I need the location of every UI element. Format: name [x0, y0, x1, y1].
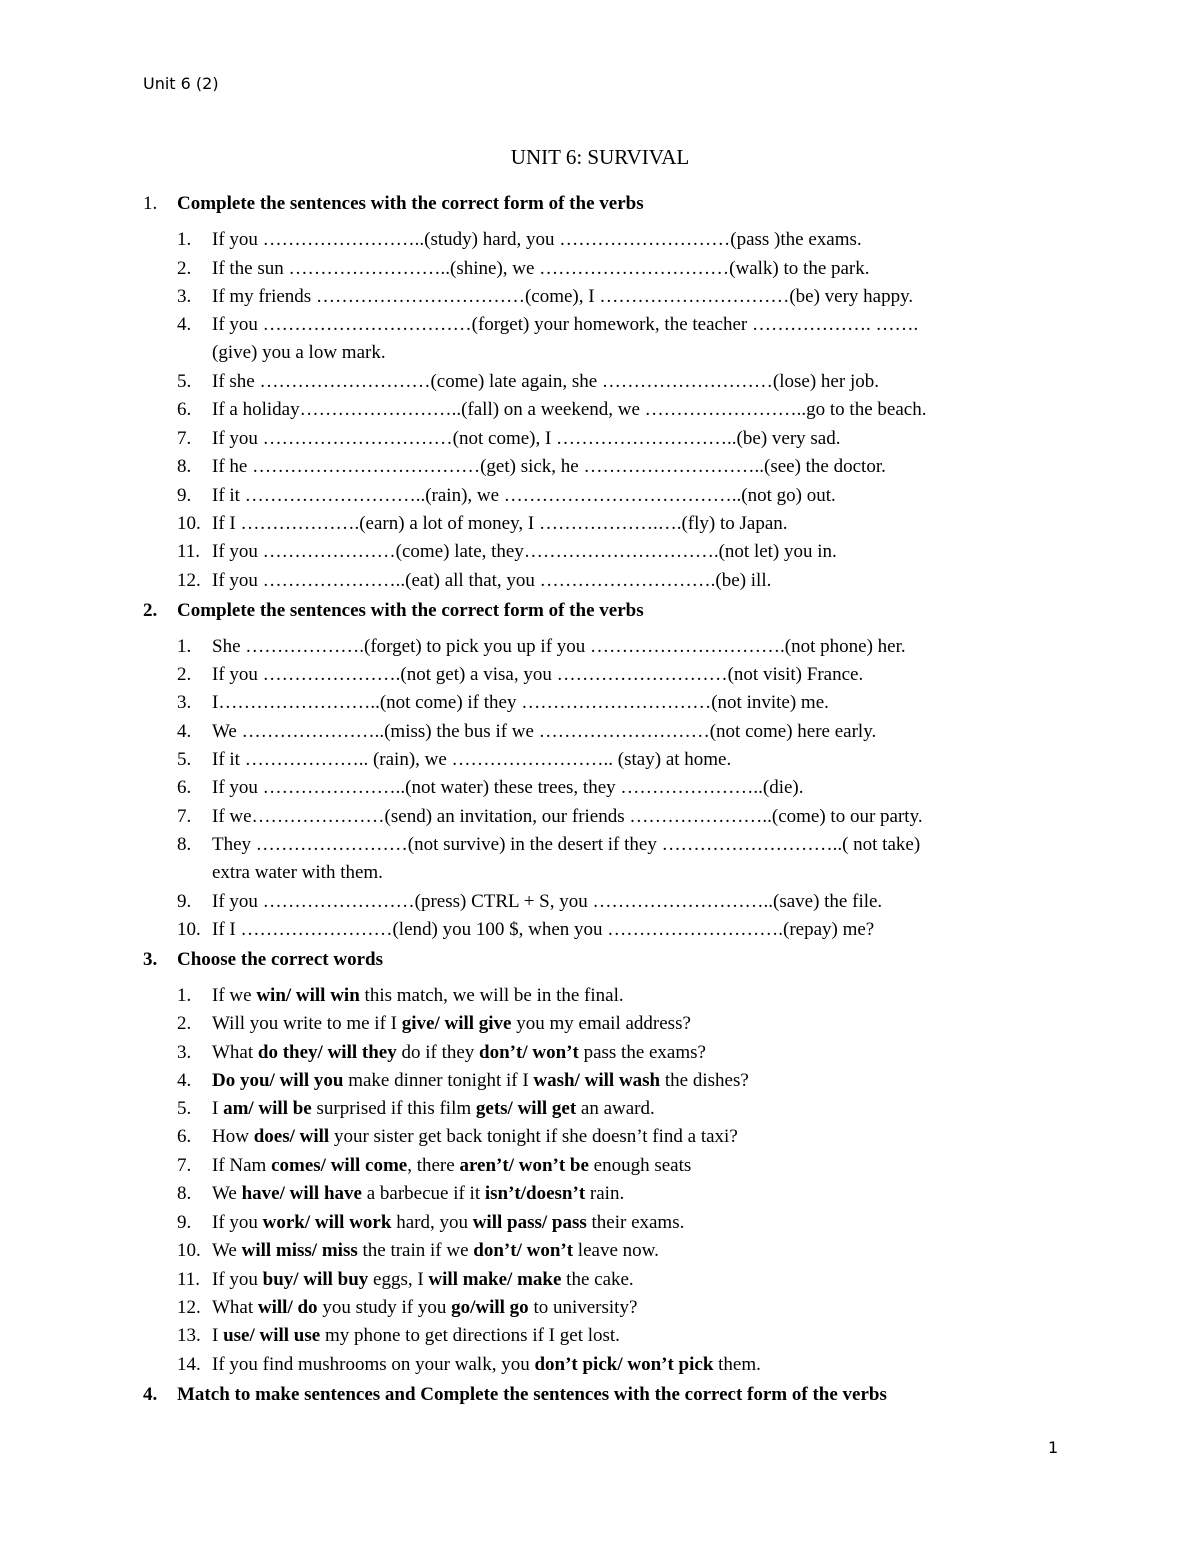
item-number: 10.	[177, 919, 201, 940]
item-number: 6.	[177, 1126, 192, 1147]
item-number: 11.	[177, 1269, 201, 1290]
exercise-item	[177, 718, 876, 746]
item-text: We will miss/ miss the train if we don’t/ won’t leave now.	[212, 1240, 659, 1261]
exercise-item	[177, 255, 870, 283]
exercise-item	[177, 831, 920, 887]
item-text: If you …………………………(not come), I ………………………..(be) very sad.	[212, 428, 841, 449]
item-text: If Nam comes/ will come, there aren’t/ won’t be enough seats	[212, 1155, 692, 1176]
item-text: If he ………………………………(get) sick, he ………………………..(see) the doctor.	[212, 456, 886, 477]
item-text: If my friends ……………………………(come), I …………………………(be) very happy.	[212, 286, 914, 307]
item-text: If you ……………………..(study) hard, you ………………………(pass )the exams.	[212, 229, 862, 250]
item-number: 3.	[177, 1042, 192, 1063]
item-text: If it ……………….. (rain), we …………………….. (stay) at home.	[212, 749, 732, 770]
item-text: If you …………………..(eat) all that, you ……………………….(be) ill.	[212, 570, 772, 591]
item-text: Will you write to me if I give/ will give you my email address?	[212, 1013, 691, 1034]
section-heading-text: Choose the correct words	[177, 949, 383, 970]
section-number: 2.	[143, 600, 158, 621]
item-text: If the sun ……………………..(shine), we …………………………(walk) to the park.	[212, 258, 870, 279]
exercise-item	[177, 1237, 659, 1265]
item-number: 11.	[177, 541, 201, 562]
exercise-item	[177, 283, 913, 311]
section-number: 1.	[143, 193, 158, 214]
item-number: 4.	[177, 314, 192, 335]
item-text: If you …………………(come) late, they………………………….(not let) you in.	[212, 541, 837, 562]
item-text: We …………………..(miss) the bus if we ………………………(not come) here early.	[212, 721, 877, 742]
exercise-item	[177, 888, 882, 916]
page-header: Unit 6 (2)	[143, 74, 219, 93]
item-number: 3.	[177, 692, 192, 713]
item-number: 1.	[177, 229, 192, 250]
item-text: If it ………………………..(rain), we ………………………………..(not go) out.	[212, 485, 836, 506]
item-text: How does/ will your sister get back tonight if she doesn’t find a taxi?	[212, 1126, 738, 1147]
exercise-item	[177, 510, 788, 538]
item-text: If you buy/ will buy eggs, I will make/ make the cake.	[212, 1269, 634, 1290]
exercise-item	[177, 1266, 634, 1294]
exercise-item	[177, 1294, 637, 1322]
item-text: If she ………………………(come) late again, she ………………………(lose) her job.	[212, 371, 879, 392]
item-number: 8.	[177, 1183, 192, 1204]
exercise-item	[177, 661, 863, 689]
section-heading-3	[143, 949, 383, 971]
exercise-item	[177, 1067, 749, 1095]
item-number: 8.	[177, 834, 192, 855]
item-number: 7.	[177, 1155, 192, 1176]
section-heading-4	[143, 1384, 887, 1406]
exercise-item	[177, 1123, 738, 1151]
item-number: 13.	[177, 1325, 201, 1346]
exercise-item	[177, 1152, 691, 1180]
item-text-continued: (give) you a low mark.	[212, 342, 386, 363]
exercise-item	[177, 803, 923, 831]
item-number: 9.	[177, 485, 192, 506]
section-heading-2	[143, 600, 644, 622]
item-number: 1.	[177, 985, 192, 1006]
item-number: 4.	[177, 721, 192, 742]
item-number: 14.	[177, 1354, 201, 1375]
item-text: If you ……………………………(forget) your homework, the teacher ………………. …….	[212, 314, 919, 335]
item-number: 2.	[177, 258, 192, 279]
section-heading-text: Complete the sentences with the correct form of the verbs	[177, 193, 644, 214]
item-number: 9.	[177, 1212, 192, 1233]
exercise-item	[177, 1351, 761, 1379]
section-number: 3.	[143, 949, 158, 970]
item-text: I am/ will be surprised if this film gets/ will get an award.	[212, 1098, 655, 1119]
item-text: If you find mushrooms on your walk, you don’t pick/ won’t pick them.	[212, 1354, 761, 1375]
exercise-item	[177, 311, 918, 367]
exercise-item	[177, 538, 837, 566]
item-text: What do they/ will they do if they don’t/ won’t pass the exams?	[212, 1042, 706, 1063]
exercise-item	[177, 1209, 684, 1237]
item-text: I use/ will use my phone to get directions if I get lost.	[212, 1325, 620, 1346]
item-text: If you ………………….(not get) a visa, you ………………………(not visit) France.	[212, 664, 864, 685]
page-title: UNIT 6: SURVIVAL	[510, 145, 690, 169]
item-number: 10.	[177, 513, 201, 534]
item-text: If you ……………………(press) CTRL + S, you ………………………..(save) the file.	[212, 891, 883, 912]
exercise-item	[177, 1180, 624, 1208]
item-number: 12.	[177, 1297, 201, 1318]
exercise-item	[177, 567, 771, 595]
item-number: 12.	[177, 570, 201, 591]
page-number: 1	[1048, 1438, 1059, 1457]
item-text: If we win/ will win this match, we will be in the final.	[212, 985, 624, 1006]
exercise-item	[177, 226, 862, 254]
exercise-item	[177, 689, 829, 717]
item-number: 7.	[177, 428, 192, 449]
item-number: 9.	[177, 891, 192, 912]
item-number: 2.	[177, 664, 192, 685]
item-text: If you work/ will work hard, you will pass/ pass their exams.	[212, 1212, 685, 1233]
section-heading-text: Match to make sentences and Complete the sentences with the correct form of the verbs	[177, 1384, 887, 1405]
section-heading-1	[143, 193, 644, 215]
exercise-item	[177, 368, 879, 396]
exercise-item	[177, 1322, 620, 1350]
item-text-continued: extra water with them.	[212, 862, 383, 883]
exercise-item	[177, 1010, 691, 1038]
item-number: 5.	[177, 371, 192, 392]
item-number: 10.	[177, 1240, 201, 1261]
item-text: If I ……………….(earn) a lot of money, I ……………….….(fly) to Japan.	[212, 513, 788, 534]
exercise-item	[177, 746, 731, 774]
item-number: 3.	[177, 286, 192, 307]
exercise-item	[177, 482, 836, 510]
item-number: 8.	[177, 456, 192, 477]
item-text: What will/ do you study if you go/will go to university?	[212, 1297, 638, 1318]
item-text: If we…………………(send) an invitation, our friends …………………..(come) to our party.	[212, 806, 923, 827]
exercise-item	[177, 916, 874, 944]
item-number: 6.	[177, 777, 192, 798]
item-number: 1.	[177, 636, 192, 657]
exercise-item	[177, 774, 804, 802]
item-number: 5.	[177, 1098, 192, 1119]
item-text: They ……………………(not survive) in the desert if they ………………………..( not take)	[212, 834, 921, 855]
item-text: Do you/ will you make dinner tonight if I wash/ will wash the dishes?	[212, 1070, 749, 1091]
item-text: If a holiday……………………..(fall) on a weekend, we ……………………..go to the beach.	[212, 399, 927, 420]
item-number: 6.	[177, 399, 192, 420]
item-number: 7.	[177, 806, 192, 827]
exercise-item	[177, 633, 906, 661]
exercise-item	[177, 1039, 706, 1067]
exercise-item	[177, 982, 624, 1010]
item-number: 4.	[177, 1070, 192, 1091]
item-number: 2.	[177, 1013, 192, 1034]
item-text: We have/ will have a barbecue if it isn’t/doesn’t rain.	[212, 1183, 625, 1204]
exercise-item	[177, 1095, 655, 1123]
item-text: If I ……………………(lend) you 100 $, when you ……………………….(repay) me?	[212, 919, 875, 940]
exercise-item	[177, 396, 926, 424]
exercise-item	[177, 425, 840, 453]
item-text: I……………………..(not come) if they …………………………(not invite) me.	[212, 692, 829, 713]
item-text: She ……………….(forget) to pick you up if you ………………………….(not phone) her.	[212, 636, 906, 657]
exercise-item	[177, 453, 886, 481]
section-heading-text: Complete the sentences with the correct form of the verbs	[177, 600, 644, 621]
item-number: 5.	[177, 749, 192, 770]
item-text: If you …………………..(not water) these trees, they …………………..(die).	[212, 777, 804, 798]
section-number: 4.	[143, 1384, 158, 1405]
